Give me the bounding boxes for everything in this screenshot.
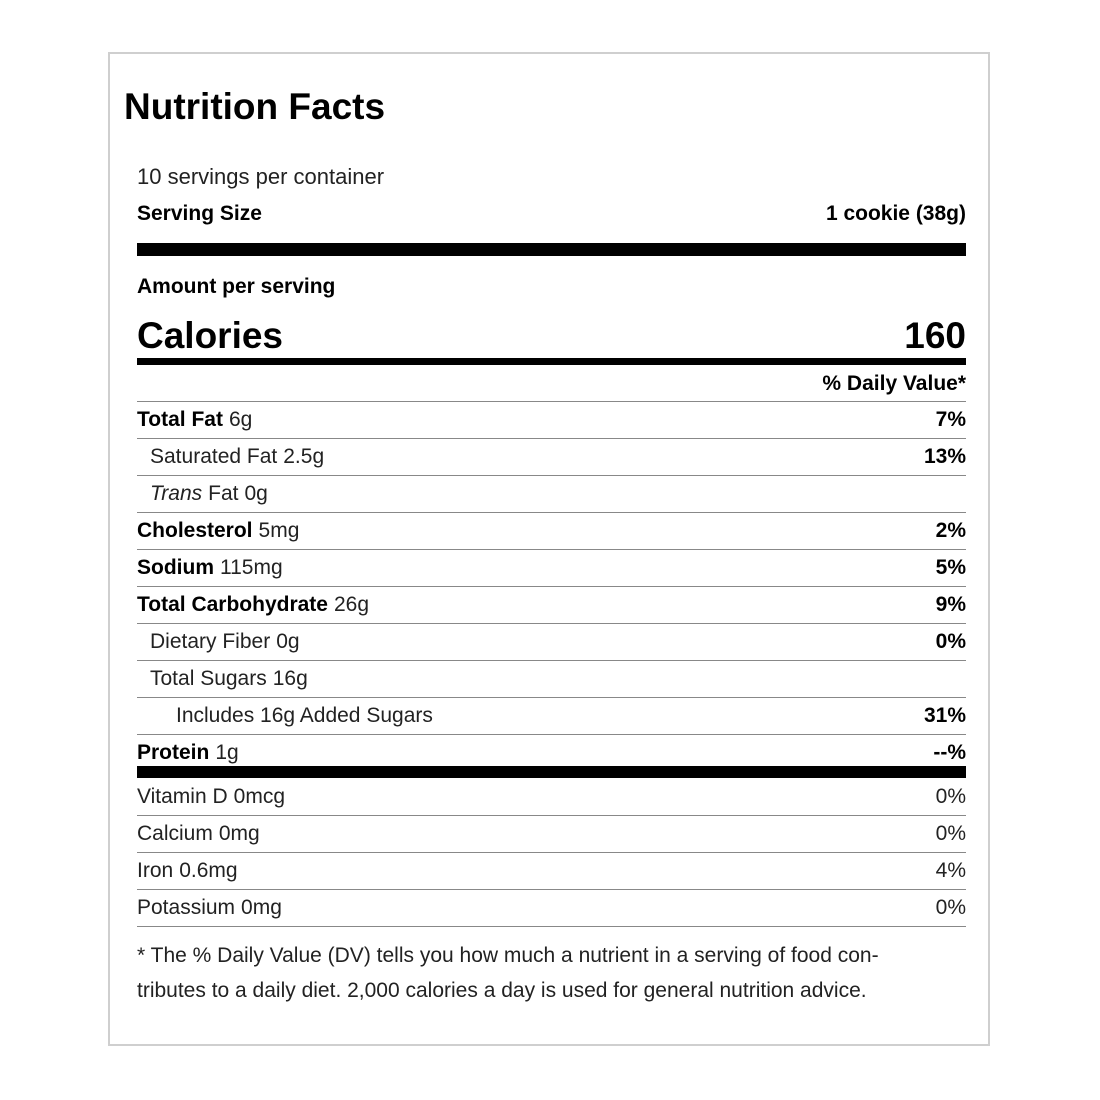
label-title: Nutrition Facts xyxy=(124,86,386,127)
nutrient-dv: --% xyxy=(933,741,966,764)
daily-value-footnote xyxy=(137,938,966,1008)
nutrient-name: Trans xyxy=(150,482,203,505)
nutrition-facts-label xyxy=(108,52,990,1046)
vitamin-name: Potassium xyxy=(137,896,236,919)
nutrient-name: Total Carbohydrate xyxy=(137,593,328,616)
nutrient-amount: 1g xyxy=(215,741,239,764)
nutrient-name: Sodium xyxy=(137,556,214,579)
nutrient-amount: 0g xyxy=(244,482,268,505)
nutrient-name: Saturated Fat xyxy=(150,445,278,468)
vitamin-name: Calcium xyxy=(137,822,213,845)
nutrient-name: Total Fat xyxy=(137,408,223,431)
amount-per-serving: Amount per serving xyxy=(137,275,336,298)
servings-per-container: 10 servings per container xyxy=(137,164,385,189)
nutrient-row-trans-fat xyxy=(137,476,966,513)
vitamin-amount: 0mcg xyxy=(233,785,286,808)
nutrient-name: Protein xyxy=(137,741,210,764)
vitamin-row-iron xyxy=(137,853,966,890)
daily-value-header-text: % Daily Value* xyxy=(822,371,966,395)
nutrient-row-cholesterol xyxy=(137,513,966,550)
vitamin-dv: 0% xyxy=(935,785,966,808)
serving-size-row xyxy=(137,199,966,229)
footnote-line-1: * The % Daily Value (DV) tells you how much a nutrient in a serving of food con- xyxy=(137,944,879,967)
nutrient-amount: 0g xyxy=(276,630,300,653)
daily-value-header xyxy=(137,366,966,402)
nutrient-name: Total Sugars xyxy=(150,667,267,690)
vitamin-dv: 4% xyxy=(935,859,966,882)
nutrient-dv: 7% xyxy=(935,408,966,431)
vitamin-list xyxy=(137,779,966,927)
thick-divider xyxy=(137,243,966,256)
nutrient-dv: 2% xyxy=(935,519,966,542)
nutrient-name: Cholesterol xyxy=(137,519,253,542)
nutrient-dv: 13% xyxy=(923,445,966,468)
nutrient-name: Dietary Fiber xyxy=(150,630,271,653)
calories-row xyxy=(137,309,966,357)
nutrient-dv: 9% xyxy=(935,593,966,616)
vitamin-name: Iron xyxy=(137,859,174,882)
vitamin-row-calcium xyxy=(137,816,966,853)
nutrient-amount: 16g xyxy=(272,667,308,690)
vitamin-row-vitamin-d xyxy=(137,779,966,816)
nutrient-dv: 31% xyxy=(923,704,966,727)
nutrient-name-suffix: Fat xyxy=(208,482,239,505)
nutrient-list xyxy=(137,402,966,771)
nutrient-amount: 6g xyxy=(228,408,253,431)
vitamin-name: Vitamin D xyxy=(137,785,228,808)
nutrient-amount: 26g xyxy=(333,593,370,616)
nutrient-name: Includes 16g Added Sugars xyxy=(176,704,433,727)
nutrient-row-total-fat xyxy=(137,402,966,439)
vitamin-row-potassium xyxy=(137,890,966,927)
footnote-line-2: tributes to a daily diet. 2,000 calories a day is used for general nutrition advice. xyxy=(137,979,867,1002)
thick-divider-vitamins xyxy=(137,766,966,778)
nutrient-amount: 2.5g xyxy=(283,445,325,468)
nutrient-amount: 5mg xyxy=(258,519,300,542)
nutrient-amount: 115mg xyxy=(220,556,283,579)
serving-size-value: 1 cookie (38g) xyxy=(825,202,966,225)
medium-divider xyxy=(137,358,966,365)
calories-label: Calories xyxy=(137,315,284,356)
nutrient-dv: 5% xyxy=(935,556,966,579)
calories-value: 160 xyxy=(904,315,966,356)
nutrient-row-sodium xyxy=(137,550,966,587)
nutrient-row-saturated-fat xyxy=(137,439,966,476)
vitamin-dv: 0% xyxy=(935,896,966,919)
nutrient-row-total-carbohydrate xyxy=(137,587,966,624)
serving-size-label: Serving Size xyxy=(137,202,262,225)
nutrient-row-total-sugars xyxy=(137,661,966,698)
vitamin-amount: 0.6mg xyxy=(179,859,238,882)
nutrient-row-dietary-fiber xyxy=(137,624,966,661)
nutrient-row-added-sugars xyxy=(137,698,966,735)
vitamin-amount: 0mg xyxy=(241,896,282,919)
nutrient-dv: 0% xyxy=(935,630,966,653)
vitamin-dv: 0% xyxy=(935,822,966,845)
vitamin-amount: 0mg xyxy=(218,822,260,845)
